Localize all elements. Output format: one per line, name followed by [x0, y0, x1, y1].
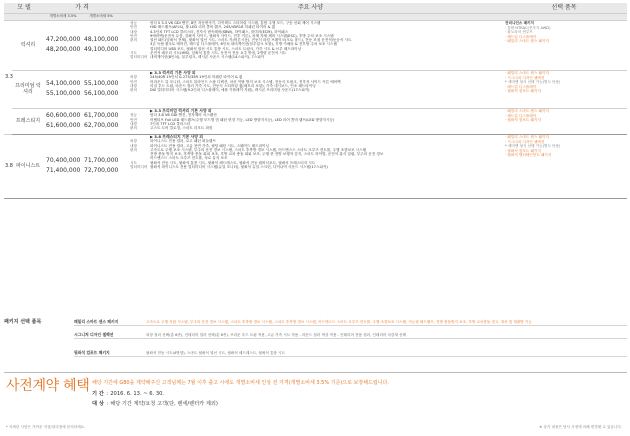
- feature-value: 3존 독립 풀오토 에어컨, 헤드업 디스플레이, 8인치 내비게이션(블루링크 포함), 후방 카메라 & 전후방 주차 보조 시스템: [150, 42, 337, 47]
- period-value: : 2016. 6. 13. ~ 6. 30.: [106, 391, 165, 397]
- feature-key: 안전: [130, 117, 137, 122]
- feature-value: 9에어백(운전석 무릎, 앞좌석 사이드, 뒷좌석 사이드, 전후 커튼), 차체 자세 제어 시스템(ESC), 후방 주차 보조 시스템: [150, 33, 334, 38]
- feature-list: [128, 70, 501, 108]
- option-list: [501, 108, 627, 134]
- option-item: * 세미밴 형식 선택 가능(별도 비용): [505, 80, 561, 85]
- option-item: · 패밀리 스마트 센스 패키지: [505, 135, 549, 139]
- price-value: 60,600,000: [46, 112, 81, 119]
- price-tax-3-5: [44, 70, 82, 108]
- option-item: · 뒷좌석 엔터테인먼트 패키지: [505, 153, 552, 158]
- feature-value: 4.3인치 TFT LCD 클러스터, 전자식 변속레버(SBW), 하이패스, 룸미러(ECM), 하이패스: [150, 29, 289, 34]
- package-desc-text: 외장 컬러 선택(총 6종), 인테리어 컬러 선택(총 6종), 브라운 우드 트림 적용, 고급 가죽 시트 적용 - 라운드 컬러 색상 적용 - 인테리어 전용 컬러, 인테리어 마감재 선택: [146, 333, 406, 337]
- feature-key: 내장: [130, 121, 137, 126]
- feature-value: ▶ 3.3 럭셔리 기본 사양 외: [150, 70, 196, 75]
- feature-key: 편의: [130, 88, 137, 93]
- feature-value: HID 헤드램프(AFLS), 풀 LED 리어 콤비 램프, 245/45R18 미쉐린 타이어 & 휠: [150, 25, 276, 30]
- price-tax-5: [82, 70, 120, 108]
- divider: [4, 372, 627, 373]
- option-item: · 패밀리 스마트 센스 패키지: [505, 71, 549, 75]
- preorder-desc: 해당 기간에 G80을 계약해주신 고객님께는 7월 이후 출고 시에도 개별소비세 인상 전 가격(개별소비세 3.5% 기준)으로 보장해드립니다.: [92, 380, 389, 386]
- price-value: 72,700,000: [84, 167, 119, 174]
- trim-name: 프레스티지: [12, 108, 44, 134]
- feature-key: 내장: [130, 83, 137, 88]
- feature-value: 어드밴스드 스마트 크루즈 컨트롤, 차로 유지 보조: [150, 156, 228, 161]
- package-row: [74, 332, 627, 339]
- option-item: · 시그니처 디자인 셀렉션: [505, 139, 545, 144]
- feature-value: 열선 패드(앞좌석 전체), 뒷좌석 열선 시트, 스마트 키(버튼시동), 전동식 파킹 브레이크(오토 홀드), 전동 조절 운전석/동승석 시트: [150, 38, 352, 43]
- package-name: 시그니처 디자인 셀렉션: [74, 332, 114, 337]
- trim-name: 럭셔리: [12, 20, 44, 70]
- feature-key: 안전: [130, 33, 137, 38]
- price-value: 61,700,000: [84, 112, 119, 119]
- pricing-table: [4, 3, 627, 199]
- package-row: [74, 350, 627, 357]
- price-value: 48,200,000: [46, 46, 81, 53]
- feature-key: 편의: [130, 38, 137, 43]
- price-value: 61,600,000: [46, 122, 81, 129]
- feature-key: 내장: [130, 143, 137, 148]
- feature-value: 람다 3.8 V6 GDi 엔진, 전자제어 서스펜션: [150, 113, 217, 118]
- feature-value: 내비게이션(8인치), 블루링크, 렉시콘 사운드 시스템(14스피커), 7스피커: [150, 55, 265, 60]
- header-options: 선택 품목: [501, 3, 627, 13]
- option-item: · 헤드업 디스플레이: [505, 84, 537, 89]
- trim-row: [4, 108, 627, 134]
- option-item: · 뒷좌석 컴포트 패키지: [505, 89, 541, 94]
- feature-key: 성능: [130, 113, 137, 118]
- package-name: 뒷좌석 컴포트 패키지: [74, 350, 110, 355]
- target-value: : 해당 기간 계약/요청 고객(단, 렌세/렌터카 제외): [106, 401, 218, 407]
- period-label: 기 간: [92, 391, 104, 397]
- price-value: 54,100,000: [46, 80, 81, 87]
- trim-row: [4, 70, 627, 108]
- option-item: · 뒷좌석 컴포트 패키지: [505, 118, 541, 123]
- disclaimer-note: ※ 상기 내용은 당사 사정에 의해 변경될 수 있습니다.: [539, 425, 622, 429]
- feature-key: 안전: [130, 25, 137, 30]
- package-desc: [146, 319, 627, 325]
- feature-value: ▶ 3.3 프리미엄 럭셔리 기본 사양 외: [150, 108, 212, 113]
- header-model: 모 델: [4, 3, 44, 13]
- price-tax-5: [82, 20, 120, 70]
- price-value: 71,400,000: [46, 167, 81, 174]
- price-value: 49,100,000: [84, 46, 119, 53]
- price-tax-5: [82, 134, 120, 198]
- feature-row: [130, 165, 499, 169]
- price-value: 71,700,000: [84, 157, 119, 164]
- feature-value: DIS 멀티미디어 시스템(9.2인치 디스플레이, 애플 카플레이 지원), 렉시콘 프리미엄 사운드(17스피커): [150, 88, 310, 93]
- package-row: [74, 319, 627, 326]
- trim-name: 프리미엄 럭셔리: [12, 70, 44, 108]
- header-price: 가 격: [44, 3, 120, 13]
- feature-key: 안전: [130, 79, 137, 84]
- header-price-sub2: 개별소비세 5%: [82, 13, 120, 20]
- price-tax-3-5: [44, 108, 82, 134]
- option-list: [501, 20, 627, 70]
- header-price-sub1: 개별소비세 3.5%: [44, 13, 82, 20]
- option-item: · 패밀리 스마트 센스 패키지: [505, 39, 549, 44]
- price-value: 47,200,000: [46, 36, 81, 43]
- option-item: * 세미밴 형식 선택 가능(별도 비용): [505, 144, 561, 149]
- feature-value: 전방 충돌 방지 보조, 후측방 충돌 회피 보조, 후방 교차 충돌 회피 보조, 주행 중 전방 보행자 감지, 스마트 하이빔, 운전석 휴식 알림, 부주의 운전 경보: [150, 152, 384, 157]
- option-item: · 헤드업 디스플레이: [505, 113, 537, 118]
- feature-key: 외장: [130, 139, 137, 144]
- feature-list: [128, 20, 501, 70]
- price-value: 56,100,000: [84, 90, 119, 97]
- feature-key: 성능: [130, 21, 137, 25]
- engine-label: 3.3: [4, 20, 12, 134]
- trim-name: 파이니스트: [12, 134, 44, 198]
- package-desc: [146, 332, 627, 338]
- feature-value: 어댑티브 Full LED 헤드램프(주행 모드별 빔 패턴 변경 기능, LED 방향지시등), LED 리어 콤비 램프(LED 방향지시등): [150, 117, 335, 122]
- option-item: · 통합 HTRAC(전자식 AWD): [505, 25, 551, 30]
- trim-row: [4, 134, 627, 198]
- feature-value: 멀티미디어 USB 포트, 뒷좌석 열선 시트 통풍 시트, 스마트 트렁크, 가죽 시트 & 브루 헤드라이닝: [150, 46, 302, 51]
- feature-value: 파이니스트 전용 컬러, 로고 패턴 퍼들램프: [150, 139, 216, 144]
- price-value: 62,700,000: [84, 122, 119, 129]
- feature-row: [130, 126, 499, 130]
- feature-key: 내장: [130, 29, 137, 34]
- feature-list: [128, 108, 501, 134]
- preorder-title: 사전계약 혜택: [6, 378, 90, 394]
- feature-key: 멀티미디어: [130, 55, 148, 60]
- price-value: 55,100,000: [46, 90, 81, 97]
- option-item: · 뒷좌석 컴포트 패키지: [505, 148, 541, 153]
- option-list: [501, 70, 627, 108]
- feature-value: 운전석 메모리 시트(IMS), 앞좌석 통풍 시트, 운전석 전동 요추 받침, 2방향 운전석 시트: [150, 51, 287, 56]
- feature-value: 파이니스트 전용 컬러, 고급 천연 가죽, 퀼팅 패턴 시트, 스웨이드 헤드라이닝: [150, 143, 269, 148]
- price-tax-5: [82, 108, 120, 134]
- feature-value: 고속도로 주행 보조 시스템, 부주의 운전 경보 시스템, 스마트 후측방 경보 시스템, 어드밴스드 스마트 크루즈 컨트롤, 주행 조향보조 시스템: [150, 147, 367, 152]
- feature-row: [130, 55, 499, 59]
- feature-value: 245/40R 19인치 & 275/35R 19인치 미쉐린 타이어 & 휠: [150, 75, 243, 80]
- feature-list: [128, 134, 501, 198]
- feature-value: 람다 II 3.3 V6 GDi 엔진, 8단 자동변속기, 다이렉트 스티어링 시스템, 통합 주행 모드, 구동 선회 제어 시스템: [150, 21, 321, 25]
- feature-key: 시트: [130, 160, 137, 165]
- feature-value: 7인치 TFT LCD 클러스터: [150, 121, 191, 126]
- feature-value: 어라운드 뷰 모니터, 스마트 블라인드 스팟 디텍션, 차선 이탈 방지 보조 시스템, 전동식 트렁크, 전후석 사이드 커튼 에어백: [150, 79, 341, 84]
- option-item: · 시그니처 디자인 셀렉션: [505, 75, 545, 80]
- feature-value: 리얼 우드 트림, 라운드 컬러 가죽 시트, 전동식 스티어링 휠(메모리 포함), 가죽 대시보드, 인조 헤드라이닝: [150, 83, 316, 88]
- option-list: [501, 134, 627, 198]
- feature-key: 편의: [130, 126, 137, 131]
- feature-key: 편의: [130, 147, 137, 152]
- package-name: 패밀리 스마트 센스 패키지: [74, 319, 119, 324]
- feature-key: 외장: [130, 75, 137, 80]
- feature-row: [130, 88, 499, 92]
- preorder-target: [92, 401, 218, 408]
- trim-row: [4, 20, 627, 70]
- preorder-period: [92, 391, 164, 398]
- option-item: · 패밀리 스마트 센스 패키지: [505, 109, 549, 113]
- feature-value: 고스트 도어 클로징, 스마트 리모트 파킹: [150, 126, 213, 131]
- feature-value: 뒷좌석 파이니스트 전용 멀티미디어 시스템(듀얼 모니터), 뒷좌석 듀얼 스크린, 다이나믹 사운드 시스템(17스피커): [150, 165, 328, 170]
- preorder-note: * 자세한 사항은 가까운 지점/대리점에 문의하세요.: [6, 425, 86, 429]
- feature-value: ▶ 3.8 프레스티지 기본 사양 외: [150, 134, 203, 139]
- price-value: 70,400,000: [46, 157, 81, 164]
- price-tax-3-5: [44, 134, 82, 198]
- package-desc: [146, 350, 627, 356]
- option-item: 컨비니언스 패키지: [505, 21, 535, 25]
- feature-value: 뒷좌석 전동 시트, 뒷좌석 통풍 시트, 뒷좌석 헤드레스트, 뒷좌석 전동 럼버서포트, 뒷좌석 프레스티지 시트: [150, 160, 316, 165]
- package-desc-text: 고속도로 주행 지원 시스템, 부주의 운전 경보 시스템, 스마트 후측방 경보 시스템, 스마트 후측방 경보 시스템, 어드밴스드 스마트 크루즈 컨트롤, 주행 조향보조 시스템, 지능형 헤드램프, 전방 충돌방지 보조, 후방 교차충돌 경고, 정차 및 재출발 기능: [146, 320, 532, 324]
- package-desc-text: 뒷좌석 전동 시트(4방향), 스마트 뒷좌석 열선 시트, 뒷좌석 헤드레스트, 뒷좌석 통풍 시트: [146, 351, 286, 355]
- engine-label: 3.8: [4, 134, 12, 198]
- price-tax-3-5: [44, 20, 82, 70]
- package-title: 패키지 선택 품목: [4, 319, 42, 325]
- feature-key: 시트: [130, 51, 137, 56]
- option-item: · 파노라마 썬루프: [505, 30, 533, 35]
- price-value: 55,100,000: [84, 80, 119, 87]
- feature-key: 멀티미디어: [130, 165, 148, 170]
- option-item: · 헤드업 디스플레이: [505, 34, 537, 39]
- target-label: 대 상: [92, 401, 104, 407]
- header-main-spec: 주요 사양: [120, 3, 501, 13]
- price-value: 48,100,000: [84, 36, 119, 43]
